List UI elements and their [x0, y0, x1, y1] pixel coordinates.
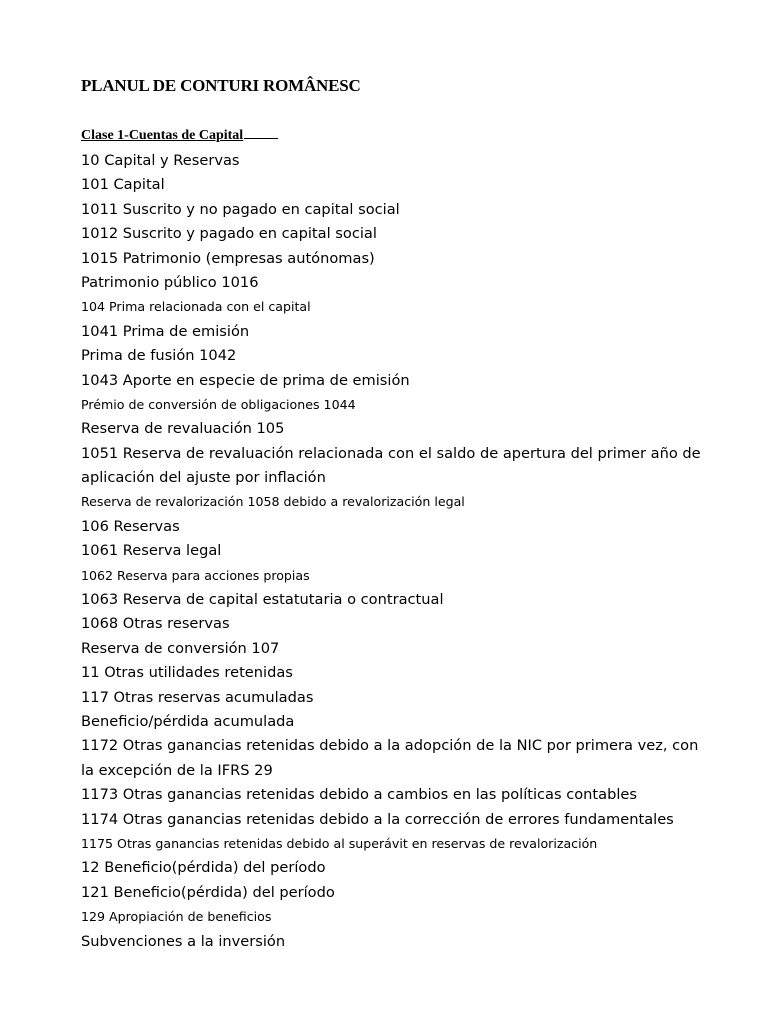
account-line: 1063 Reserva de capital estatutaria o contractual — [81, 591, 444, 609]
section-heading-text: Clase 1-Cuentas de Capital — [81, 128, 244, 143]
account-line: 1173 Otras ganancias retenidas debido a cambios en las políticas contables — [81, 786, 638, 804]
heading-underline-rule — [244, 137, 278, 139]
account-line: Prima de fusión 1042 — [81, 347, 237, 365]
account-line: 121 Beneficio(pérdida) del período — [81, 883, 335, 901]
account-line: 1015 Patrimonio (empresas autónomas) — [81, 249, 375, 267]
account-line: aplicación del ajuste por inflación — [81, 469, 326, 487]
account-line: 1174 Otras ganancias retenidas debido a la corrección de errores fundamentales — [81, 810, 674, 828]
account-line: 10 Capital y Reservas — [81, 152, 240, 169]
account-line: Reserva de conversión 107 — [81, 639, 280, 657]
account-line: 1012 Suscrito y pagado en capital social — [81, 225, 377, 243]
account-line: 117 Otras reservas acumuladas — [81, 688, 314, 706]
account-line: 1043 Aporte en especie de prima de emisión — [81, 371, 410, 389]
account-line: 106 Reservas — [81, 517, 180, 535]
account-line: 1068 Otras reservas — [81, 615, 230, 633]
account-line: 101 Capital — [81, 176, 165, 194]
account-line: 1061 Reserva legal — [81, 542, 222, 560]
account-line: 12 Beneficio(pérdida) del período — [81, 859, 326, 877]
account-line: 129 Apropiación de beneficios — [81, 909, 272, 925]
account-line: Reserva de revaluación 105 — [81, 420, 285, 438]
account-line: 1172 Otras ganancias retenidas debido a la adopción de la NIC por primera vez, con — [81, 737, 699, 755]
account-line: 1041 Prima de emisión — [81, 322, 250, 340]
account-line: 11 Otras utilidades retenidas — [81, 664, 293, 682]
account-line: Subvenciones a la inversión — [81, 932, 286, 950]
account-line: 1062 Reserva para acciones propias — [81, 567, 310, 583]
account-line: Beneficio/pérdida acumulada — [81, 712, 295, 730]
account-line: 1051 Reserva de revaluación relacionada con el saldo de apertura del primer año de — [81, 444, 701, 462]
account-line: Patrimonio público 1016 — [81, 273, 259, 291]
account-line: la excepción de la IFRS 29 — [81, 761, 273, 779]
account-line: 104 Prima relacionada con el capital — [81, 299, 311, 315]
document-title: PLANUL DE CONTURI ROMÂNESC — [81, 76, 361, 95]
account-list — [81, 149, 741, 954]
account-line: 1011 Suscrito y no pagado en capital social — [81, 200, 400, 218]
account-line: Reserva de revalorización 1058 debido a revalorización legal — [81, 494, 465, 510]
account-line: Prémio de conversión de obligaciones 1044 — [81, 396, 356, 412]
section-heading — [81, 128, 278, 144]
account-line: 1175 Otras ganancias retenidas debido al superávit en reservas de revalorización — [81, 835, 598, 851]
